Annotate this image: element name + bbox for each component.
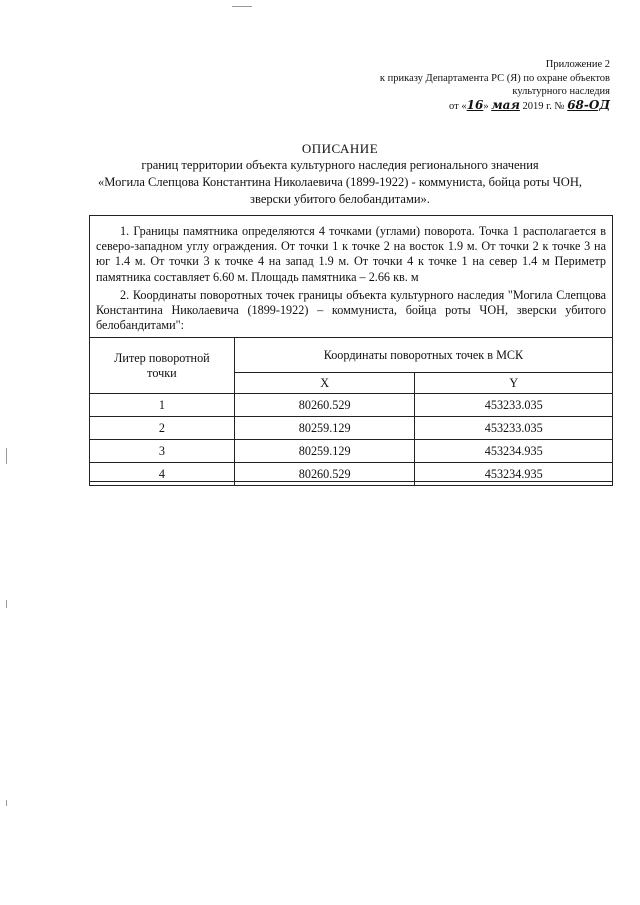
header-x: X <box>234 373 415 394</box>
scan-artifact-left-2 <box>6 600 7 608</box>
cell-y: 453233.035 <box>415 394 613 417</box>
cell-y: 453233.035 <box>415 417 613 440</box>
table-row <box>90 417 613 440</box>
table-row <box>90 394 613 417</box>
appendix-title: Приложение 2 <box>545 59 610 70</box>
cell-point: 4 <box>90 463 235 486</box>
cell-y: 453234.935 <box>415 463 613 486</box>
appendix-department: культурного наследия <box>512 86 610 97</box>
scan-artifact-top <box>232 6 252 7</box>
header-y: Y <box>415 373 613 394</box>
table-header-row <box>90 338 613 373</box>
cell-x: 80260.529 <box>234 394 415 417</box>
cell-point: 2 <box>90 417 235 440</box>
cell-point: 3 <box>90 440 235 463</box>
cell-x: 80260.529 <box>234 463 415 486</box>
title-line-3: зверски убитого белобандитами». <box>250 192 430 206</box>
appendix-order-ref: к приказу Департамента РС (Я) по охране объектов <box>379 72 610 84</box>
scan-artifact-left-1 <box>6 448 7 464</box>
handwritten-day: 16 <box>466 97 484 112</box>
cell-y: 453234.935 <box>415 440 613 463</box>
table-row <box>90 440 613 463</box>
document-title <box>80 140 600 208</box>
scan-artifact-left-3 <box>6 800 7 806</box>
table-row <box>90 463 613 486</box>
cell-point: 1 <box>90 394 235 417</box>
description-frame <box>89 215 613 482</box>
coordinates-table <box>89 337 613 486</box>
handwritten-order-number: 68-ОД <box>567 97 610 112</box>
header-point: Литер поворотной точки <box>90 338 235 394</box>
cell-x: 80259.129 <box>234 417 415 440</box>
handwritten-month: мая <box>491 97 520 112</box>
appendix-header <box>310 58 610 113</box>
title-heading: ОПИСАНИЕ <box>301 141 379 156</box>
cell-x: 80259.129 <box>234 440 415 463</box>
title-line-2: «Могила Слепцова Константина Николаевича (1899-1922) - коммуниста, бойца роты ЧОН, <box>98 175 582 189</box>
header-coordinates: Координаты поворотных точек в МСК <box>234 338 612 373</box>
paragraph-boundaries: 1. Границы памятника определяются 4 точками (углами) поворота. Точка 1 располагается в северо-западном углу ограждения. От точки 1 к точке 2 на восток 1.9 м. От точки 2 к точке 3 на юг 1.4 м. От точки 3 к точке 4 на запад 1.9 м. От точки 4 к точке 1 на север 1.4 м Периметр памятника составляет 6.60 м. Площадь памятника – 2.66 кв. м <box>96 224 606 284</box>
title-line-1: границ территории объекта культурного наследия регионального значения <box>141 158 539 172</box>
appendix-date-line: от «16» мая 2019 г. № 68-ОД <box>449 97 610 112</box>
paragraph-coordinates-intro: 2. Координаты поворотных точек границы объекта культурного наследия "Могила Слепцова Константина Николаевича (1899-1922) – коммуниста, бойца роты ЧОН, зверски убитого белобандитами": <box>96 288 606 333</box>
